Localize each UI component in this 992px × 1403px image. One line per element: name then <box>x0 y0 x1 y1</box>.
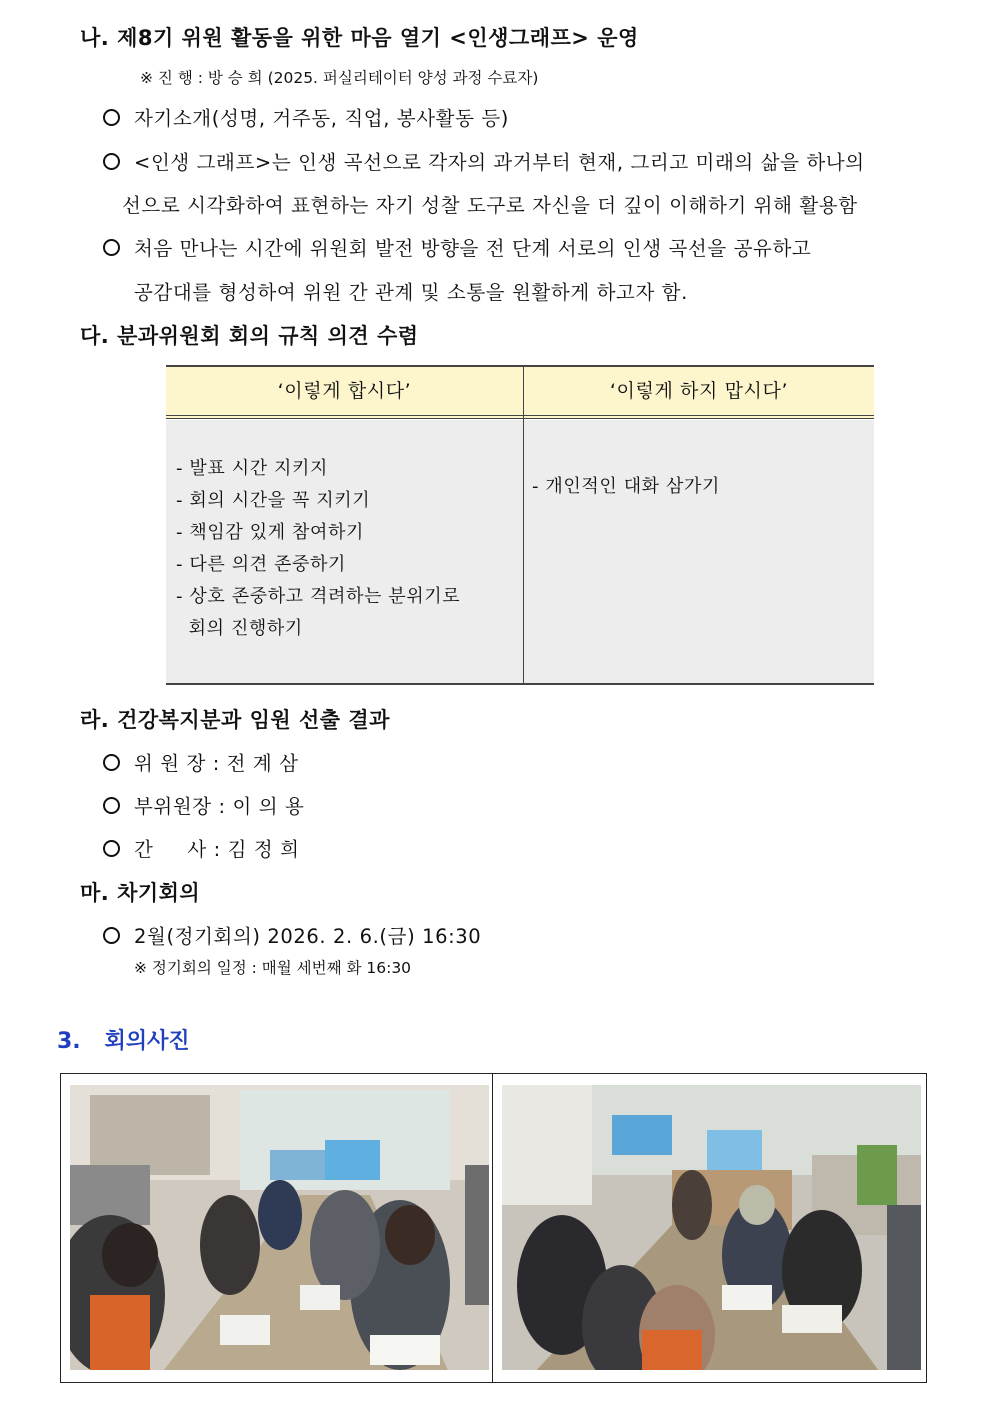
list-item-continuation: 공감대를 형성하여 위원 간 관계 및 소통을 원활하게 하고자 함. <box>134 281 688 304</box>
section-3-title: 회의사진 <box>104 1029 190 1054</box>
bullet-circle-icon <box>103 840 120 857</box>
rules-header-dont: ‘이렇게 하지 맙시다’ <box>609 380 789 402</box>
rules-header-do: ‘이렇게 합시다’ <box>277 380 412 402</box>
list-item: - 회의 시간을 꼭 지키기 <box>176 490 371 511</box>
list-item: - 개인적인 대화 삼가기 <box>532 476 720 497</box>
list-item: - 책임감 있게 참여하기 <box>176 522 364 543</box>
list-item: - 상호 존중하고 격려하는 분위기로 <box>176 586 461 607</box>
section-ma-title: 마. 차기회의 <box>80 881 201 905</box>
list-item-text: <인생 그래프>는 인생 곡선으로 각자의 과거부터 현재, 그리고 미래의 삶을 하나의 <box>134 151 865 174</box>
section-3-number: 3. <box>57 1029 81 1054</box>
bullet-circle-icon <box>103 797 120 814</box>
section-ma-note: ※ 정기회의 일정 : 매월 세번째 화 16:30 <box>134 959 412 977</box>
bullet-circle-icon <box>103 754 120 771</box>
list-item <box>103 103 509 131</box>
officer-secretary: 간 사 : 김 정 희 <box>134 838 300 861</box>
list-item-continuation: 선으로 시각화하여 표현하는 자기 성찰 도구로 자신을 더 깊이 이해하기 위해 활용함 <box>122 194 858 217</box>
bullet-circle-icon <box>103 927 120 944</box>
list-item <box>103 834 300 862</box>
meeting-photo-1 <box>70 1085 489 1370</box>
section-3-heading <box>57 1024 190 1055</box>
list-item <box>103 233 811 261</box>
list-item-text: 처음 만나는 시간에 위원회 발전 방향을 전 단계 서로의 인생 곡선을 공유하고 <box>134 237 812 260</box>
next-meeting: 2월(정기회의) 2026. 2. 6.(금) 16:30 <box>134 925 482 948</box>
rules-dont-list <box>532 471 720 503</box>
bullet-circle-icon <box>103 153 120 170</box>
section-na-note: ※ 진 행 : 방 승 희 (2025. 퍼실리테이터 양성 과정 수료자) <box>140 69 539 87</box>
bullet-circle-icon <box>103 109 120 126</box>
list-item <box>103 791 304 819</box>
photo-frame-divider <box>492 1074 493 1382</box>
list-item: - 다른 의견 존중하기 <box>176 554 346 575</box>
section-ra-title: 라. 건강복지분과 임원 선출 결과 <box>80 708 390 732</box>
list-item: 회의 진행하기 <box>176 618 303 639</box>
list-item: - 발표 시간 지키지 <box>176 458 328 479</box>
list-item-text: 자기소개(성명, 거주동, 직업, 봉사활동 등) <box>134 107 509 130</box>
bullet-circle-icon <box>103 239 120 256</box>
officer-vice-chair: 부위원장 : 이 의 용 <box>134 795 305 818</box>
rules-table <box>166 365 874 685</box>
list-item <box>103 748 299 776</box>
officer-chair: 위 원 장 : 전 계 삼 <box>134 752 299 775</box>
meeting-photo-2 <box>502 1085 921 1370</box>
list-item <box>103 147 865 175</box>
list-item <box>103 921 481 949</box>
photo-frame <box>60 1073 927 1383</box>
section-na-title: 나. 제8기 위원 활동을 위한 마음 열기 <인생그래프> 운영 <box>80 26 639 50</box>
section-da-title: 다. 분과위원회 회의 규칙 의견 수렴 <box>80 324 419 348</box>
rules-do-list <box>176 453 460 645</box>
